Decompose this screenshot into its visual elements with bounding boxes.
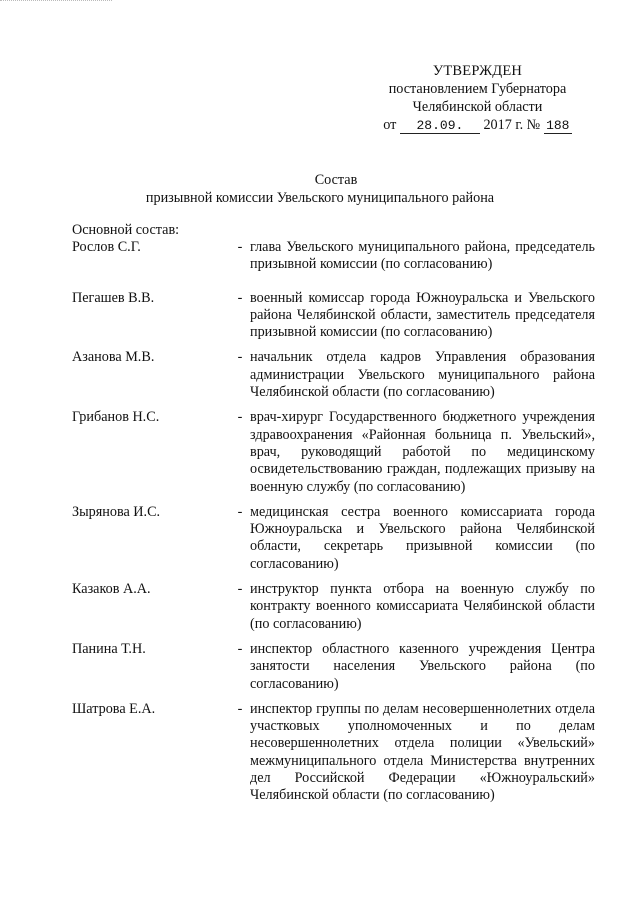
member-role: медицинская сестра военного комиссариата города Южноуральска и Увельского района Челябинской области, секретарь призывной комиссии (по согласованию) xyxy=(250,503,595,572)
approval-year-text: 2017 г. № xyxy=(483,117,541,133)
approval-line-2: Челябинской области xyxy=(412,99,543,115)
member-dash: - xyxy=(237,700,243,717)
member-role: инспектор группы по делам несовершеннолетних отдела участковых уполномоченных и по делам несовершеннолетних отдела полиции «Увельский» межмуниципального отдела Министерства внутренних дел Российской Федерации «Южноуральский» Челябинской области (по согласованию) xyxy=(250,700,595,804)
document-title xyxy=(0,171,640,207)
member-name: Зырянова И.С. xyxy=(72,503,161,520)
member-role: инструктор пункта отбора на военную службу по контракту военного комиссариата Челябинской области (по согласованию) xyxy=(250,581,595,632)
member-dash: - xyxy=(237,640,243,657)
member-row xyxy=(72,641,602,693)
approval-line-1: постановлением Губернатора xyxy=(388,81,567,97)
title-line-1: Состав xyxy=(314,172,358,188)
member-role: врач-хирург Государственного бюджетного учреждения здравоохранения «Районная больница п. Увельский», врач, руководящий работой по медицинскому освидетельствованию граждан, подлежащих призыву на военную службу (по согласованию) xyxy=(250,409,595,495)
member-role: глава Увельского муниципального района, председатель призывной комиссии (по согласованию) xyxy=(250,239,595,273)
member-row xyxy=(72,701,602,805)
approval-from-label: от xyxy=(383,117,397,133)
member-name: Казаков А.А. xyxy=(72,581,151,598)
member-name: Пегашев В.В. xyxy=(72,289,155,306)
section-label: Основной состав: xyxy=(72,222,180,238)
member-dash: - xyxy=(237,409,243,426)
member-dash: - xyxy=(237,289,243,306)
member-row xyxy=(72,581,602,633)
members-list xyxy=(72,239,602,805)
member-row xyxy=(72,409,602,495)
member-name: Азанова М.В. xyxy=(72,349,155,366)
scan-artifact xyxy=(0,0,112,4)
approval-heading: УТВЕРЖДЕН xyxy=(432,63,523,79)
approval-date-line xyxy=(370,116,585,134)
member-name: Рослов С.Г. xyxy=(72,239,141,255)
member-dash: - xyxy=(237,239,243,255)
approval-number: 188 xyxy=(544,118,572,134)
member-dash: - xyxy=(237,503,243,520)
member-role: инспектор областного казенного учреждения Центра занятости населения Увельского района (по согласованию) xyxy=(250,640,595,692)
member-name: Панина Т.Н. xyxy=(72,640,146,657)
member-role: начальник отдела кадров Управления образования администрации Увельского муниципального района Челябинской области (по согласованию) xyxy=(250,349,595,401)
member-name: Грибанов Н.С. xyxy=(72,409,160,426)
member-role: военный комиссар города Южноуральска и Увельского района Челябинской области, заместитель председателя призывной комиссии (по согласованию) xyxy=(250,289,595,341)
approval-stamp xyxy=(370,62,585,134)
member-dash: - xyxy=(237,349,243,366)
member-row xyxy=(72,239,602,274)
member-dash: - xyxy=(237,581,243,598)
member-row xyxy=(72,504,602,573)
member-name: Шатрова Е.А. xyxy=(72,700,156,717)
title-line-2: призывной комиссии Увельского муниципального района xyxy=(145,190,495,206)
member-row xyxy=(72,349,602,401)
member-row xyxy=(72,290,602,342)
approval-date: 28.09. xyxy=(400,118,480,134)
